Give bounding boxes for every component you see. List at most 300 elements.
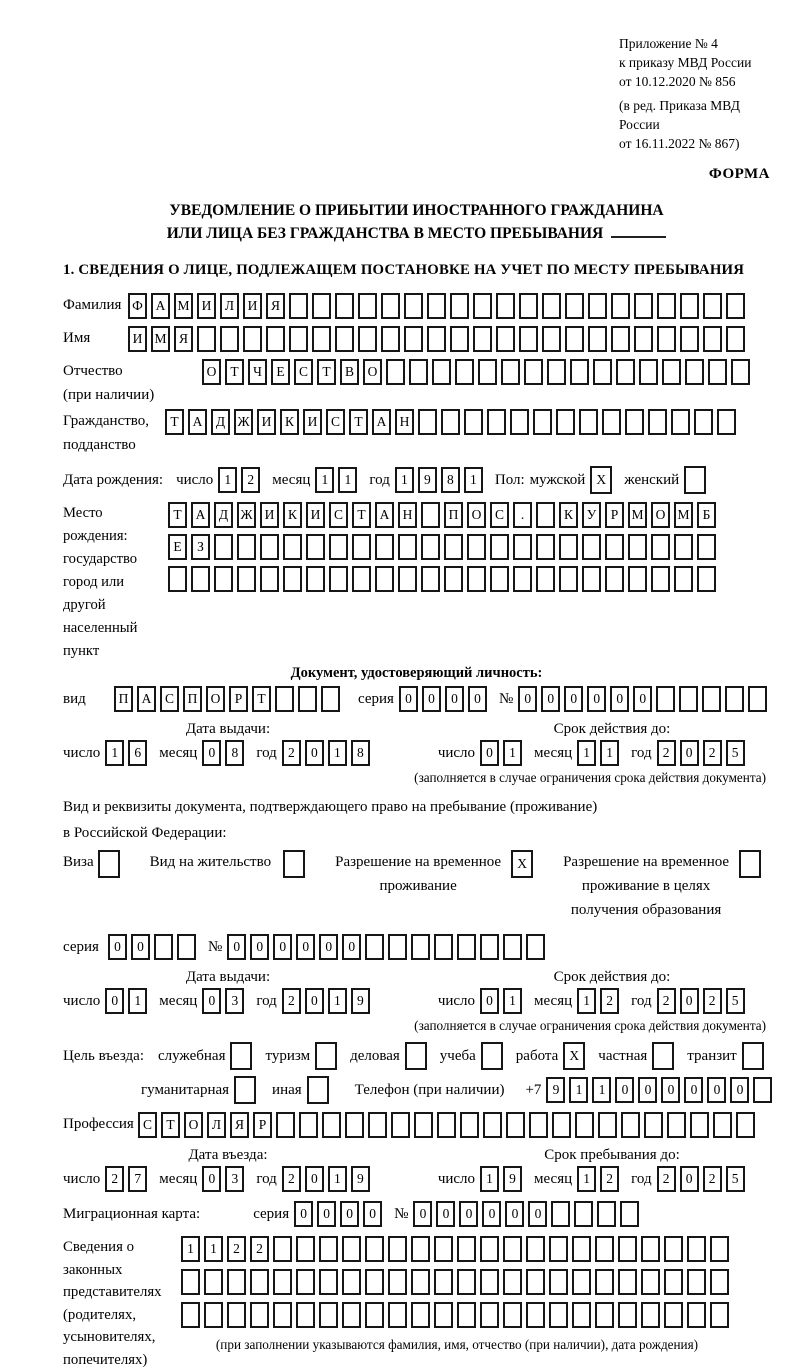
char-cell[interactable] (177, 934, 196, 960)
char-cell[interactable]: 2 (657, 740, 676, 766)
char-cell[interactable]: 8 (441, 467, 460, 493)
char-cell[interactable] (687, 1269, 706, 1295)
char-cell[interactable]: П (114, 686, 133, 712)
char-cell[interactable] (250, 1302, 269, 1328)
char-cell[interactable] (421, 502, 440, 528)
char-cell[interactable] (503, 1302, 522, 1328)
char-cell[interactable] (250, 1269, 269, 1295)
char-cell[interactable] (503, 934, 522, 960)
char-cell[interactable]: 0 (730, 1077, 749, 1103)
char-cell[interactable] (260, 566, 279, 592)
char-cell[interactable] (611, 326, 630, 352)
char-cell[interactable] (605, 534, 624, 560)
char-cell[interactable]: И (306, 502, 325, 528)
char-cell[interactable] (634, 293, 653, 319)
char-cell[interactable] (365, 1236, 384, 1262)
char-cell[interactable] (214, 534, 233, 560)
char-cell[interactable]: Д (211, 409, 230, 435)
char-cell[interactable] (513, 534, 532, 560)
char-cell[interactable] (342, 1236, 361, 1262)
char-cell[interactable]: С (490, 502, 509, 528)
char-cell[interactable] (602, 409, 621, 435)
char-cell[interactable]: К (280, 409, 299, 435)
char-cell[interactable] (283, 566, 302, 592)
char-cell[interactable] (552, 1112, 571, 1138)
char-cell[interactable] (657, 293, 676, 319)
char-cell[interactable]: 0 (610, 686, 629, 712)
char-cell[interactable]: 2 (250, 1236, 269, 1262)
char-cell[interactable] (434, 934, 453, 960)
char-cell[interactable] (434, 1236, 453, 1262)
char-cell[interactable] (312, 293, 331, 319)
char-cell[interactable]: Р (229, 686, 248, 712)
char-cell[interactable]: 0 (413, 1201, 432, 1227)
char-cell[interactable]: 0 (445, 686, 464, 712)
char-cell[interactable] (358, 326, 377, 352)
char-cell[interactable] (641, 1269, 660, 1295)
char-cell[interactable] (365, 1269, 384, 1295)
char-cell[interactable] (411, 934, 430, 960)
char-cell[interactable]: О (467, 502, 486, 528)
char-cell[interactable] (664, 1236, 683, 1262)
char-cell[interactable] (307, 1076, 329, 1104)
char-cell[interactable]: 1 (480, 1166, 499, 1192)
char-cell[interactable] (710, 1236, 729, 1262)
char-cell[interactable] (487, 409, 506, 435)
char-cell[interactable]: Т (165, 409, 184, 435)
char-cell[interactable] (427, 326, 446, 352)
char-cell[interactable] (375, 566, 394, 592)
char-cell[interactable] (234, 1076, 256, 1104)
char-cell[interactable] (574, 1201, 593, 1227)
char-cell[interactable]: 0 (684, 1077, 703, 1103)
char-cell[interactable] (266, 326, 285, 352)
char-cell[interactable] (457, 1269, 476, 1295)
char-cell[interactable] (405, 1042, 427, 1070)
char-cell[interactable] (549, 1302, 568, 1328)
char-cell[interactable]: Н (395, 409, 414, 435)
char-cell[interactable] (639, 359, 658, 385)
char-cell[interactable] (306, 566, 325, 592)
char-cell[interactable] (726, 326, 745, 352)
char-cell[interactable]: X (563, 1042, 585, 1070)
char-cell[interactable] (542, 326, 561, 352)
char-cell[interactable]: И (260, 502, 279, 528)
char-cell[interactable] (536, 566, 555, 592)
char-cell[interactable] (386, 359, 405, 385)
char-cell[interactable]: 0 (680, 740, 699, 766)
char-cell[interactable]: 2 (703, 1166, 722, 1192)
char-cell[interactable] (651, 566, 670, 592)
char-cell[interactable]: 0 (202, 988, 221, 1014)
char-cell[interactable]: 9 (503, 1166, 522, 1192)
char-cell[interactable]: 1 (592, 1077, 611, 1103)
char-cell[interactable] (595, 1236, 614, 1262)
char-cell[interactable] (598, 1112, 617, 1138)
char-cell[interactable] (181, 1269, 200, 1295)
char-cell[interactable] (197, 326, 216, 352)
char-cell[interactable] (710, 1302, 729, 1328)
char-cell[interactable] (736, 1112, 755, 1138)
char-cell[interactable] (621, 1112, 640, 1138)
char-cell[interactable] (556, 409, 575, 435)
char-cell[interactable] (437, 1112, 456, 1138)
char-cell[interactable]: М (628, 502, 647, 528)
char-cell[interactable] (457, 1236, 476, 1262)
char-cell[interactable] (434, 1302, 453, 1328)
char-cell[interactable]: Ф (128, 293, 147, 319)
char-cell[interactable] (595, 1269, 614, 1295)
char-cell[interactable] (480, 1269, 499, 1295)
char-cell[interactable] (296, 1302, 315, 1328)
char-cell[interactable]: Ч (248, 359, 267, 385)
char-cell[interactable] (694, 409, 713, 435)
char-cell[interactable]: 5 (726, 740, 745, 766)
char-cell[interactable]: Т (225, 359, 244, 385)
char-cell[interactable] (388, 934, 407, 960)
char-cell[interactable] (404, 326, 423, 352)
char-cell[interactable]: 0 (680, 1166, 699, 1192)
char-cell[interactable] (496, 326, 515, 352)
char-cell[interactable] (593, 359, 612, 385)
char-cell[interactable]: 2 (282, 988, 301, 1014)
char-cell[interactable] (519, 326, 538, 352)
char-cell[interactable]: 0 (399, 686, 418, 712)
char-cell[interactable] (664, 1269, 683, 1295)
char-cell[interactable] (283, 850, 305, 878)
char-cell[interactable]: О (184, 1112, 203, 1138)
char-cell[interactable] (549, 1269, 568, 1295)
char-cell[interactable] (352, 566, 371, 592)
char-cell[interactable] (708, 359, 727, 385)
char-cell[interactable]: А (151, 293, 170, 319)
char-cell[interactable]: 0 (480, 988, 499, 1014)
char-cell[interactable]: К (283, 502, 302, 528)
char-cell[interactable] (685, 359, 704, 385)
char-cell[interactable] (289, 326, 308, 352)
char-cell[interactable] (473, 293, 492, 319)
char-cell[interactable]: 0 (468, 686, 487, 712)
char-cell[interactable] (444, 566, 463, 592)
char-cell[interactable] (315, 1042, 337, 1070)
char-cell[interactable] (237, 534, 256, 560)
char-cell[interactable]: Р (605, 502, 624, 528)
char-cell[interactable]: И (197, 293, 216, 319)
char-cell[interactable] (503, 1236, 522, 1262)
char-cell[interactable] (455, 359, 474, 385)
char-cell[interactable] (524, 359, 543, 385)
char-cell[interactable]: М (151, 326, 170, 352)
char-cell[interactable] (283, 534, 302, 560)
char-cell[interactable]: Е (271, 359, 290, 385)
char-cell[interactable] (273, 1302, 292, 1328)
char-cell[interactable]: И (128, 326, 147, 352)
char-cell[interactable]: 1 (569, 1077, 588, 1103)
char-cell[interactable] (381, 326, 400, 352)
char-cell[interactable] (191, 566, 210, 592)
char-cell[interactable] (634, 326, 653, 352)
char-cell[interactable]: 0 (661, 1077, 680, 1103)
char-cell[interactable] (260, 534, 279, 560)
char-cell[interactable]: 0 (528, 1201, 547, 1227)
char-cell[interactable] (230, 1042, 252, 1070)
char-cell[interactable] (582, 566, 601, 592)
char-cell[interactable] (644, 1112, 663, 1138)
char-cell[interactable] (703, 326, 722, 352)
char-cell[interactable] (703, 293, 722, 319)
char-cell[interactable]: X (511, 850, 533, 878)
char-cell[interactable] (154, 934, 173, 960)
char-cell[interactable] (551, 1201, 570, 1227)
char-cell[interactable] (588, 293, 607, 319)
char-cell[interactable]: Л (220, 293, 239, 319)
char-cell[interactable]: П (444, 502, 463, 528)
char-cell[interactable]: А (137, 686, 156, 712)
char-cell[interactable]: 2 (227, 1236, 246, 1262)
char-cell[interactable]: С (138, 1112, 157, 1138)
char-cell[interactable] (713, 1112, 732, 1138)
char-cell[interactable] (597, 1201, 616, 1227)
char-cell[interactable] (411, 1269, 430, 1295)
char-cell[interactable] (572, 1236, 591, 1262)
char-cell[interactable] (450, 326, 469, 352)
char-cell[interactable] (674, 566, 693, 592)
char-cell[interactable]: 2 (282, 740, 301, 766)
char-cell[interactable]: Я (230, 1112, 249, 1138)
char-cell[interactable]: 3 (225, 988, 244, 1014)
char-cell[interactable] (742, 1042, 764, 1070)
char-cell[interactable]: 0 (305, 1166, 324, 1192)
char-cell[interactable] (680, 293, 699, 319)
char-cell[interactable]: Е (168, 534, 187, 560)
char-cell[interactable] (702, 686, 721, 712)
char-cell[interactable]: 0 (615, 1077, 634, 1103)
char-cell[interactable] (321, 686, 340, 712)
char-cell[interactable] (480, 1236, 499, 1262)
char-cell[interactable] (697, 534, 716, 560)
char-cell[interactable]: 0 (108, 934, 127, 960)
char-cell[interactable]: С (160, 686, 179, 712)
char-cell[interactable]: 0 (541, 686, 560, 712)
char-cell[interactable] (572, 1269, 591, 1295)
char-cell[interactable]: Т (352, 502, 371, 528)
char-cell[interactable] (204, 1269, 223, 1295)
char-cell[interactable]: 0 (436, 1201, 455, 1227)
char-cell[interactable] (657, 326, 676, 352)
char-cell[interactable]: 0 (340, 1201, 359, 1227)
char-cell[interactable] (329, 534, 348, 560)
char-cell[interactable] (687, 1236, 706, 1262)
char-cell[interactable]: И (257, 409, 276, 435)
char-cell[interactable] (684, 466, 706, 494)
char-cell[interactable]: 5 (726, 1166, 745, 1192)
char-cell[interactable]: 0 (319, 934, 338, 960)
char-cell[interactable]: Я (266, 293, 285, 319)
char-cell[interactable]: П (183, 686, 202, 712)
char-cell[interactable] (388, 1302, 407, 1328)
char-cell[interactable] (671, 409, 690, 435)
char-cell[interactable] (181, 1302, 200, 1328)
char-cell[interactable]: 1 (577, 740, 596, 766)
char-cell[interactable]: У (582, 502, 601, 528)
char-cell[interactable]: 9 (546, 1077, 565, 1103)
char-cell[interactable]: 2 (241, 467, 260, 493)
char-cell[interactable] (467, 566, 486, 592)
char-cell[interactable]: Л (207, 1112, 226, 1138)
char-cell[interactable] (168, 566, 187, 592)
char-cell[interactable] (533, 409, 552, 435)
char-cell[interactable]: 0 (296, 934, 315, 960)
char-cell[interactable] (506, 1112, 525, 1138)
char-cell[interactable] (526, 1236, 545, 1262)
char-cell[interactable] (312, 326, 331, 352)
char-cell[interactable] (611, 293, 630, 319)
char-cell[interactable] (298, 686, 317, 712)
char-cell[interactable]: 0 (587, 686, 606, 712)
char-cell[interactable]: 0 (202, 1166, 221, 1192)
char-cell[interactable]: 1 (577, 988, 596, 1014)
char-cell[interactable]: Т (168, 502, 187, 528)
char-cell[interactable] (697, 566, 716, 592)
char-cell[interactable]: К (559, 502, 578, 528)
char-cell[interactable] (480, 934, 499, 960)
char-cell[interactable] (575, 1112, 594, 1138)
char-cell[interactable]: Н (398, 502, 417, 528)
char-cell[interactable] (335, 293, 354, 319)
char-cell[interactable] (418, 409, 437, 435)
char-cell[interactable] (204, 1302, 223, 1328)
char-cell[interactable] (652, 1042, 674, 1070)
char-cell[interactable] (664, 1302, 683, 1328)
char-cell[interactable]: 0 (505, 1201, 524, 1227)
char-cell[interactable] (427, 293, 446, 319)
char-cell[interactable] (398, 534, 417, 560)
char-cell[interactable] (680, 326, 699, 352)
char-cell[interactable]: 1 (105, 740, 124, 766)
char-cell[interactable] (667, 1112, 686, 1138)
char-cell[interactable] (748, 686, 767, 712)
char-cell[interactable]: Ж (237, 502, 256, 528)
char-cell[interactable]: 1 (218, 467, 237, 493)
char-cell[interactable] (490, 566, 509, 592)
char-cell[interactable] (731, 359, 750, 385)
char-cell[interactable] (289, 293, 308, 319)
char-cell[interactable] (536, 502, 555, 528)
char-cell[interactable] (570, 359, 589, 385)
char-cell[interactable] (648, 409, 667, 435)
char-cell[interactable]: 0 (564, 686, 583, 712)
char-cell[interactable] (352, 534, 371, 560)
char-cell[interactable]: 0 (273, 934, 292, 960)
char-cell[interactable]: 6 (128, 740, 147, 766)
char-cell[interactable]: 5 (726, 988, 745, 1014)
char-cell[interactable]: 0 (202, 740, 221, 766)
char-cell[interactable] (276, 1112, 295, 1138)
char-cell[interactable] (480, 1302, 499, 1328)
char-cell[interactable] (618, 1302, 637, 1328)
char-cell[interactable] (628, 566, 647, 592)
char-cell[interactable]: Ж (234, 409, 253, 435)
char-cell[interactable]: 1 (395, 467, 414, 493)
char-cell[interactable]: 0 (250, 934, 269, 960)
char-cell[interactable]: 0 (422, 686, 441, 712)
char-cell[interactable] (243, 326, 262, 352)
char-cell[interactable] (457, 1302, 476, 1328)
char-cell[interactable]: О (202, 359, 221, 385)
char-cell[interactable] (450, 293, 469, 319)
char-cell[interactable] (441, 409, 460, 435)
char-cell[interactable] (526, 934, 545, 960)
char-cell[interactable] (319, 1269, 338, 1295)
char-cell[interactable]: 3 (225, 1166, 244, 1192)
char-cell[interactable]: 1 (503, 740, 522, 766)
char-cell[interactable]: 1 (328, 1166, 347, 1192)
char-cell[interactable] (296, 1236, 315, 1262)
char-cell[interactable]: 1 (204, 1236, 223, 1262)
char-cell[interactable]: 9 (351, 988, 370, 1014)
char-cell[interactable] (345, 1112, 364, 1138)
char-cell[interactable]: 1 (315, 467, 334, 493)
char-cell[interactable]: 7 (128, 1166, 147, 1192)
char-cell[interactable] (342, 1269, 361, 1295)
char-cell[interactable] (306, 534, 325, 560)
char-cell[interactable]: 0 (638, 1077, 657, 1103)
char-cell[interactable] (547, 359, 566, 385)
char-cell[interactable]: 0 (518, 686, 537, 712)
char-cell[interactable] (618, 1269, 637, 1295)
char-cell[interactable]: Р (253, 1112, 272, 1138)
char-cell[interactable] (375, 534, 394, 560)
char-cell[interactable]: М (674, 502, 693, 528)
char-cell[interactable] (656, 686, 675, 712)
char-cell[interactable] (549, 1236, 568, 1262)
char-cell[interactable] (434, 1269, 453, 1295)
char-cell[interactable]: 2 (105, 1166, 124, 1192)
char-cell[interactable] (529, 1112, 548, 1138)
char-cell[interactable] (329, 566, 348, 592)
char-cell[interactable]: 1 (128, 988, 147, 1014)
char-cell[interactable] (739, 850, 761, 878)
char-cell[interactable] (414, 1112, 433, 1138)
char-cell[interactable]: Д (214, 502, 233, 528)
char-cell[interactable]: Б (697, 502, 716, 528)
char-cell[interactable] (273, 1269, 292, 1295)
char-cell[interactable]: И (243, 293, 262, 319)
char-cell[interactable] (710, 1269, 729, 1295)
char-cell[interactable]: 0 (707, 1077, 726, 1103)
char-cell[interactable] (501, 359, 520, 385)
char-cell[interactable] (620, 1201, 639, 1227)
char-cell[interactable]: Я (174, 326, 193, 352)
char-cell[interactable]: . (513, 502, 532, 528)
char-cell[interactable] (582, 534, 601, 560)
char-cell[interactable]: X (590, 466, 612, 494)
char-cell[interactable]: 0 (131, 934, 150, 960)
char-cell[interactable] (687, 1302, 706, 1328)
char-cell[interactable]: 1 (464, 467, 483, 493)
char-cell[interactable]: В (340, 359, 359, 385)
char-cell[interactable] (388, 1269, 407, 1295)
char-cell[interactable] (381, 293, 400, 319)
char-cell[interactable] (273, 1236, 292, 1262)
char-cell[interactable]: 2 (703, 988, 722, 1014)
char-cell[interactable] (444, 534, 463, 560)
char-cell[interactable] (421, 566, 440, 592)
char-cell[interactable] (726, 293, 745, 319)
char-cell[interactable] (220, 326, 239, 352)
char-cell[interactable]: 1 (600, 740, 619, 766)
char-cell[interactable] (559, 534, 578, 560)
